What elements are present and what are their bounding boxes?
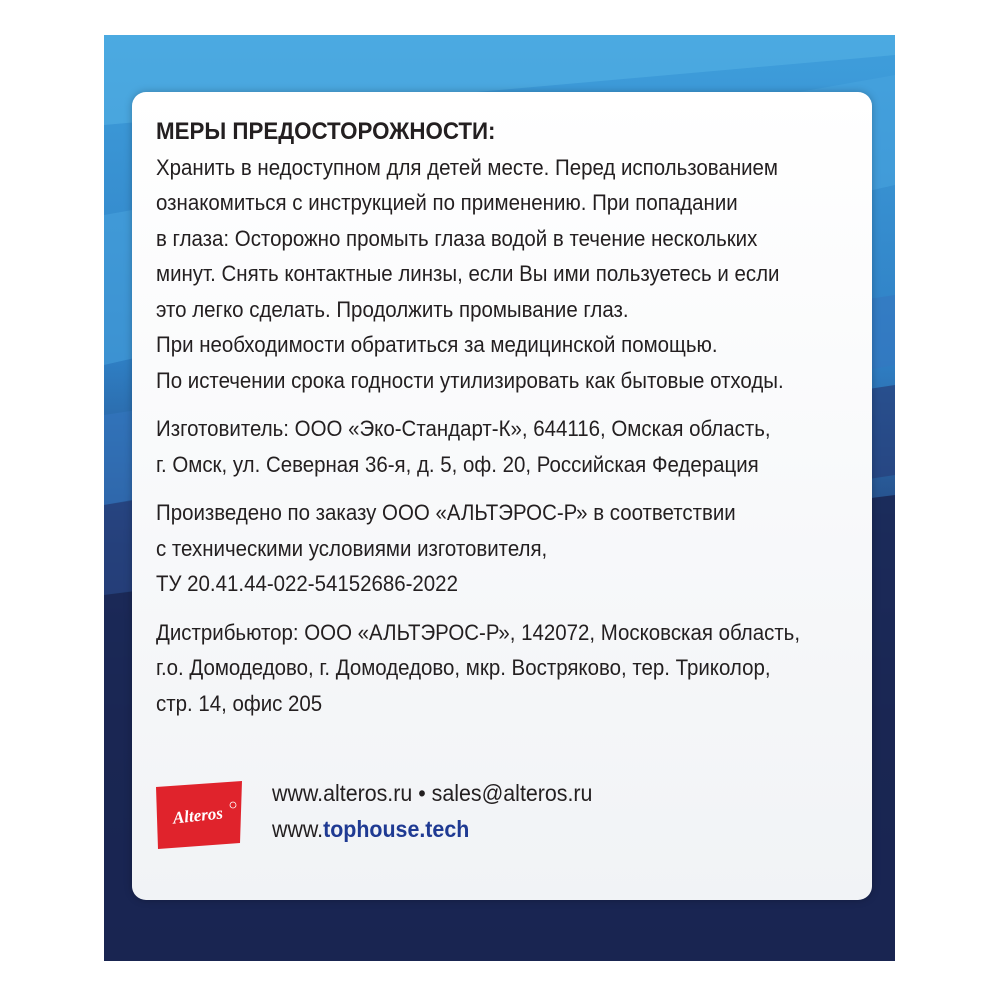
order-text — [156, 495, 812, 602]
distributor-line: Дистрибьютор: ООО «АЛЬТЭРОС-Р», 142072, Московская область, — [156, 619, 801, 645]
precautions-line: в глаза: Осторожно промыть глаза водой в течение нескольких — [156, 225, 758, 251]
precautions-line: ознакомиться с инструкцией по применению. При попадании — [156, 190, 738, 215]
precautions-line: Хранить в недоступном для детей месте. Перед использованием — [156, 154, 778, 180]
website-prefix: www. — [272, 816, 324, 842]
precautions-line: это легко сделать. Продолжить промывание глаз. — [156, 296, 629, 322]
contact-links — [272, 775, 592, 847]
precautions-heading: МЕРЫ ПРЕДОСТОРОЖНОСТИ: — [156, 118, 496, 145]
order-line: Произведено по заказу ООО «АЛЬТЭРОС-Р» в соответствии — [156, 500, 736, 525]
card-text — [156, 114, 812, 721]
precautions-line: По истечении срока годности утилизировать как бытовые отходы. — [156, 367, 784, 393]
distributor-line: стр. 14, офис 205 — [156, 690, 323, 716]
website-link[interactable] — [272, 811, 592, 847]
order-line: с техническими условиями изготовителя, — [156, 535, 548, 561]
website-domain: tophouse.tech — [323, 816, 470, 842]
precautions-line: минут. Снять контактные линзы, если Вы ими пользуетесь и если — [156, 261, 780, 286]
precautions-line: При необходимости обратиться за медицинской помощью. — [156, 332, 718, 357]
distributor-line: г.о. Домодедово, г. Домодедово, мкр. Востряково, тер. Триколор, — [156, 655, 771, 680]
contacts-line[interactable]: www.alteros.ru • sales@alteros.ru — [272, 780, 593, 806]
card-footer — [154, 775, 854, 875]
alteros-logo — [154, 779, 244, 849]
manufacturer-line: Изготовитель: ООО «Эко-Стандарт-К», 644116, Омская область, — [156, 416, 771, 441]
manufacturer-text — [156, 411, 812, 482]
order-line: ТУ 20.41.44-022-54152686-2022 — [156, 571, 458, 596]
precautions-text — [156, 150, 812, 399]
manufacturer-line: г. Омск, ул. Северная 36-я, д. 5, оф. 20, Российская Федерация — [156, 451, 759, 477]
info-card — [132, 92, 872, 900]
distributor-text — [156, 615, 812, 722]
svg-text:Alteros: Alteros — [171, 803, 224, 828]
